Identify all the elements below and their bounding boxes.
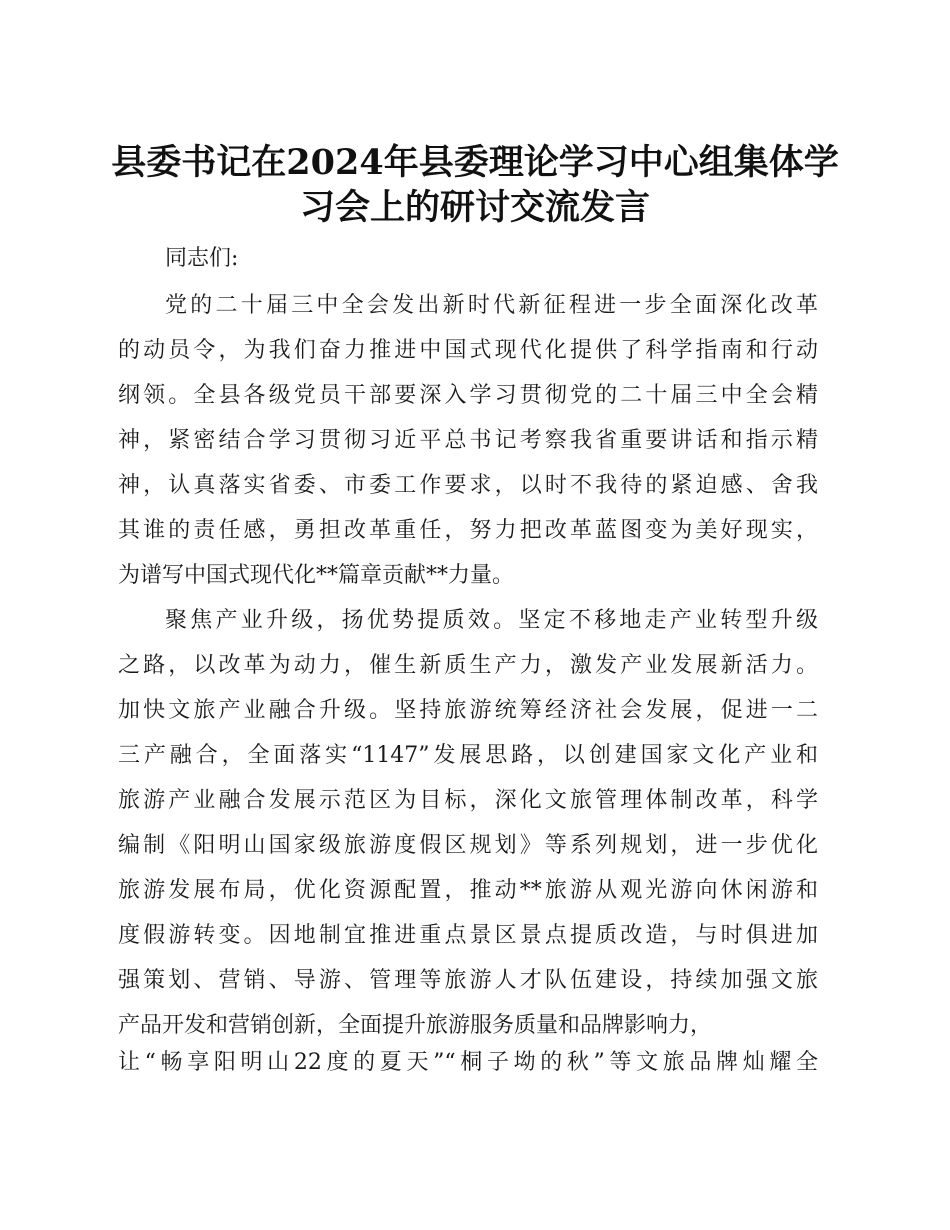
paragraph-1-line: 神，认真落实省委、市委工作要求，以时不我待的紧迫感、舍我 [118, 473, 818, 498]
paragraph-1-line: 的动员令，为我们奋力推进中国式现代化提供了科学指南和行动 [118, 338, 818, 363]
salutation: 同志们: [165, 246, 239, 271]
paragraph-2-line: 旅游产业融合发展示范区为目标，深化文旅管理体制改革，科学 [118, 788, 818, 813]
paragraph-2-line: 产品开发和营销创新，全面提升旅游服务质量和品牌影响力， [118, 1013, 713, 1038]
paragraph-2-line: 度假游转变。因地制宜推进重点景区景点提质改造，与时俱进加 [118, 923, 818, 948]
paragraph-2-line: 强策划、营销、导游、管理等旅游人才队伍建设，持续加强文旅 [118, 968, 818, 993]
paragraph-1-line: 纲领。全县各级党员干部要深入学习贯彻党的二十届三中全会精 [118, 383, 818, 408]
document-title-line-1: 县委书记在2024年县委理论学习中心组集体学 [111, 142, 839, 183]
paragraph-2-line: 旅游发展布局，优化资源配置，推动**旅游从观光游向休闲游和 [118, 878, 818, 903]
paragraph-2-line: 之路，以改革为动力，催生新质生产力，激发产业发展新活力。 [118, 653, 818, 678]
paragraph-2-line: 让“畅享阳明山22度的夏天”“桐子坳的秋”等文旅品牌灿耀全 [118, 1050, 818, 1075]
paragraph-1-line: 神，紧密结合学习贯彻习近平总书记考察我省重要讲话和指示精 [118, 428, 818, 453]
document-title-line-2: 习会上的研讨交流发言 [299, 187, 650, 228]
paragraph-2-line: 聚焦产业升级，扬优势提质效。坚定不移地走产业转型升级 [165, 608, 818, 633]
paragraph-2-line: 三产融合，全面落实“1147”发展思路，以创建国家文化产业和 [118, 743, 818, 768]
paragraph-1-line: 党的二十届三中全会发出新时代新征程进一步全面深化改革 [165, 293, 818, 318]
paragraph-2-line: 编制《阳明山国家级旅游度假区规划》等系列规划，进一步优化 [118, 833, 818, 858]
paragraph-2-line: 加快文旅产业融合升级。坚持旅游统筹经济社会发展，促进一二 [118, 698, 818, 723]
paragraph-1-line: 为谱写中国式现代化**篇章贡献**力量。 [118, 563, 515, 588]
paragraph-1-line: 其谁的责任感，勇担改革重任，努力把改革蓝图变为美好现实， [118, 518, 818, 543]
